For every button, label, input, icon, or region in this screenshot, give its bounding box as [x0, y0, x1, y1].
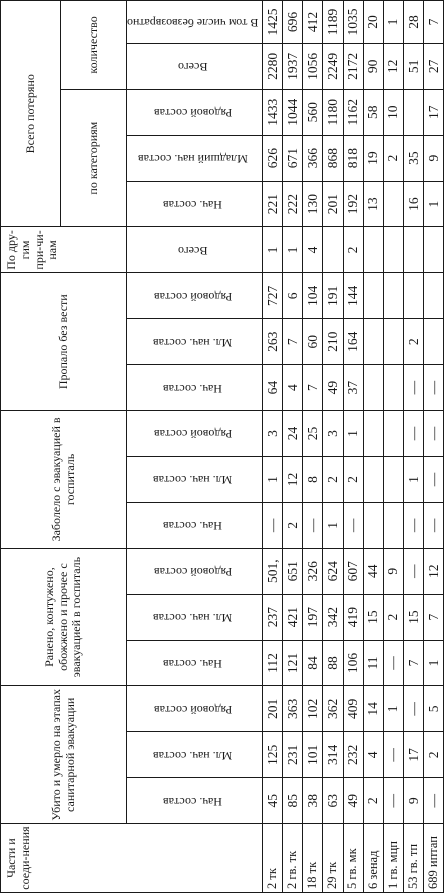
table-cell: 2249	[323, 43, 343, 89]
table-cell: 626	[263, 135, 283, 181]
table-cell: 35	[403, 135, 423, 181]
unit-name: 2 гв. тк	[283, 824, 303, 893]
table-cell: 419	[343, 594, 363, 640]
table-cell: 10	[383, 89, 403, 135]
table-cell: —	[383, 640, 403, 686]
table-cell	[403, 227, 423, 273]
col-ryad-4: Рядовой состав	[127, 273, 263, 319]
table-cell: 342	[323, 594, 343, 640]
table-cell: —	[263, 502, 283, 548]
table-row	[383, 1, 403, 893]
table-cell: 90	[363, 43, 383, 89]
table-cell: —	[403, 365, 423, 411]
unit-name: 18 тк	[303, 824, 323, 893]
table-cell	[383, 411, 403, 457]
col-mlnach-1: Мл. нач. состав	[127, 732, 263, 778]
table-cell	[383, 456, 403, 502]
table-cell: 49	[323, 365, 343, 411]
table-cell	[363, 456, 383, 502]
col-mlnach-2: Мл. нач. состав	[127, 594, 263, 640]
table-cell: 101	[303, 732, 323, 778]
col-ryad-2: Рядовой состав	[127, 548, 263, 594]
header-by-category: по категориям	[61, 89, 127, 227]
table-cell: 37	[343, 365, 363, 411]
table-row	[423, 1, 443, 893]
header-units: Части и соеди-нения	[1, 824, 263, 893]
table-cell: 651	[283, 548, 303, 594]
table-cell: 1	[423, 181, 443, 227]
header-total-lost: Всего потеряно	[1, 1, 61, 228]
unit-name: 53 гв. тп	[403, 824, 423, 893]
table-cell: 1056	[303, 43, 323, 89]
table-cell: 9	[383, 548, 403, 594]
table-cell: 1	[263, 456, 283, 502]
header-wounded: Ранено, контужено, обожжено и прочее с эвакуацией в госпиталь	[1, 548, 127, 686]
table-cell	[383, 365, 403, 411]
table-cell: 1	[283, 227, 303, 273]
table-cell: 2	[343, 456, 363, 502]
table-cell: 2172	[343, 43, 363, 89]
table-cell	[363, 365, 383, 411]
table-cell: 8	[303, 456, 323, 502]
table-cell: —	[423, 502, 443, 548]
table-cell	[423, 227, 443, 273]
unit-name: 2 тк	[263, 824, 283, 893]
unit-name: 5 гв. мк	[343, 824, 363, 893]
col-mlnach-4: Мл. нач. состав	[127, 319, 263, 365]
table-cell: 201	[323, 181, 343, 227]
table-cell: —	[423, 365, 443, 411]
table-cell: 2280	[263, 43, 283, 89]
table-cell: 4	[363, 732, 383, 778]
table-cell: 363	[283, 686, 303, 732]
table-cell: 45	[263, 778, 283, 824]
table-cell: 727	[263, 273, 283, 319]
table-cell: 1044	[283, 89, 303, 135]
header-quantity: количество	[61, 1, 127, 90]
table-cell: 15	[403, 594, 423, 640]
table-cell: 2	[383, 135, 403, 181]
table-cell: 4	[283, 365, 303, 411]
table-cell: 2	[383, 594, 403, 640]
table-cell: 221	[263, 181, 283, 227]
header-missing: Пропало без вести	[1, 273, 127, 411]
table-cell: 85	[283, 778, 303, 824]
table-cell: 125	[263, 732, 283, 778]
table-cell: 201	[263, 686, 283, 732]
table-cell: 1425	[263, 1, 283, 44]
table-cell: 197	[303, 594, 323, 640]
table-cell: 164	[343, 319, 363, 365]
table-cell: 696	[283, 1, 303, 44]
table-cell: 1937	[283, 43, 303, 89]
table-cell: 63	[323, 778, 343, 824]
table-cell: 1	[403, 456, 423, 502]
col-nach-5: Нач. состав	[127, 181, 263, 227]
table-cell	[363, 319, 383, 365]
table-cell: 20	[363, 1, 383, 44]
table-cell	[363, 411, 383, 457]
table-cell: 38	[303, 778, 323, 824]
table-cell: 12	[283, 456, 303, 502]
table-cell: 237	[263, 594, 283, 640]
table-cell: 49	[343, 778, 363, 824]
table-cell: 25	[303, 411, 323, 457]
table-cell: 1	[383, 686, 403, 732]
table-cell	[383, 502, 403, 548]
table-cell: 326	[303, 548, 323, 594]
table-row	[363, 1, 383, 893]
table-cell: 7	[423, 1, 443, 44]
table-cell	[323, 227, 343, 273]
table-cell: 84	[303, 640, 323, 686]
table-cell: 501,	[263, 548, 283, 594]
table-cell: 412	[303, 1, 323, 44]
table-cell: 28	[403, 1, 423, 44]
table-cell: 624	[323, 548, 343, 594]
table-cell: 51	[403, 43, 423, 89]
table-cell: 14	[363, 686, 383, 732]
table-cell: 222	[283, 181, 303, 227]
table-cell: —	[403, 686, 423, 732]
table-cell: 7	[403, 640, 423, 686]
table-cell	[383, 181, 403, 227]
table-row	[263, 1, 283, 893]
table-cell	[383, 319, 403, 365]
table-cell: —	[303, 502, 323, 548]
table-cell: 362	[323, 686, 343, 732]
table-cell: 5	[423, 686, 443, 732]
col-qty-irrecoverable: В том числе безвозвратно	[127, 1, 263, 44]
table-cell: 104	[303, 273, 323, 319]
table-cell: 1	[423, 640, 443, 686]
unit-name: 29 тк	[323, 824, 343, 893]
table-row	[283, 1, 303, 893]
table-cell: 7	[423, 594, 443, 640]
table-cell: 1189	[323, 1, 343, 44]
table-cell: 1433	[263, 89, 283, 135]
col-mlnach-3: Мл. нач. состав	[127, 456, 263, 502]
unit-name: 6 зенад	[363, 824, 383, 893]
unit-name: 689 иптап	[423, 824, 443, 893]
col-other-total: Всего	[127, 227, 263, 273]
header-other-reasons: По дру-гим при-чи-нам	[1, 227, 127, 273]
table-cell: 16	[403, 181, 423, 227]
table-cell	[403, 89, 423, 135]
table-cell: 2	[403, 319, 423, 365]
col-nach-4: Нач. состав	[127, 365, 263, 411]
table-cell: 4	[303, 227, 323, 273]
table-cell: 409	[343, 686, 363, 732]
table-cell: 3	[323, 411, 343, 457]
table-cell: 19	[363, 135, 383, 181]
table-cell: 1	[263, 227, 283, 273]
table-cell: 560	[303, 89, 323, 135]
col-ryad-5: Рядовой состав	[127, 89, 263, 135]
table-cell: —	[403, 548, 423, 594]
col-mladsh-5: Младший нач. состав	[127, 135, 263, 181]
header-killed: Убито и умерло на этапах санитарной эвакуации	[1, 686, 127, 824]
table-cell: 1	[343, 411, 363, 457]
table-cell: —	[423, 456, 443, 502]
table-row	[303, 1, 323, 893]
table-cell: —	[423, 778, 443, 824]
table-cell: 7	[303, 365, 323, 411]
table-cell: 1162	[343, 89, 363, 135]
table-cell	[403, 273, 423, 319]
table-cell: 671	[283, 135, 303, 181]
table-cell: 231	[283, 732, 303, 778]
table-cell	[363, 502, 383, 548]
table-cell	[363, 227, 383, 273]
table-cell	[423, 273, 443, 319]
table-cell: 868	[323, 135, 343, 181]
header-sick: Заболело с эвакуацией в госпиталь	[1, 411, 127, 549]
table-cell: 192	[343, 181, 363, 227]
table-cell: 106	[343, 640, 363, 686]
table-cell	[423, 319, 443, 365]
table-cell: —	[343, 502, 363, 548]
table-cell: 121	[283, 640, 303, 686]
col-ryad-3: Рядовой состав	[127, 411, 263, 457]
col-nach-3: Нач. состав	[127, 502, 263, 548]
table-cell: 3	[263, 411, 283, 457]
table-cell: 6	[283, 273, 303, 319]
table-row	[323, 1, 343, 893]
table-cell: 210	[323, 319, 343, 365]
table-cell: 1035	[343, 1, 363, 44]
table-cell: 314	[323, 732, 343, 778]
table-cell: 421	[283, 594, 303, 640]
table-cell: 2	[423, 732, 443, 778]
table-cell: 818	[343, 135, 363, 181]
table-cell: 11	[363, 640, 383, 686]
table-cell: 263	[263, 319, 283, 365]
table-cell: 60	[303, 319, 323, 365]
table-cell: 112	[263, 640, 283, 686]
table-cell: 17	[423, 89, 443, 135]
table-cell	[363, 273, 383, 319]
table-cell: 102	[303, 686, 323, 732]
table-cell: 12	[383, 43, 403, 89]
table-cell: 64	[263, 365, 283, 411]
table-cell: 191	[323, 273, 343, 319]
table-cell: 1180	[323, 89, 343, 135]
table-cell: —	[403, 502, 423, 548]
table-cell: 366	[303, 135, 323, 181]
table-cell: 1	[383, 1, 403, 44]
col-ryad-1: Рядовой состав	[127, 686, 263, 732]
col-qty-total: Всего	[127, 43, 263, 89]
table-cell: 27	[423, 43, 443, 89]
table-cell: 12	[423, 548, 443, 594]
table-cell: 58	[363, 89, 383, 135]
table-cell: 9	[423, 135, 443, 181]
table-cell: 24	[283, 411, 303, 457]
table-cell: 15	[363, 594, 383, 640]
table-cell	[383, 227, 403, 273]
table-row	[343, 1, 363, 893]
table-cell	[383, 273, 403, 319]
col-nach-2: Нач. состав	[127, 640, 263, 686]
table-cell: 607	[343, 548, 363, 594]
table-cell: 88	[323, 640, 343, 686]
table-cell: 2	[283, 502, 303, 548]
table-cell: 13	[363, 181, 383, 227]
table-cell: 2	[363, 778, 383, 824]
table-cell: 2	[343, 227, 363, 273]
table-cell: —	[423, 411, 443, 457]
table-cell: 7	[283, 319, 303, 365]
table-cell: —	[383, 778, 403, 824]
table-cell: 17	[403, 732, 423, 778]
table-cell: 130	[303, 181, 323, 227]
table-cell: 44	[363, 548, 383, 594]
table-cell: 232	[343, 732, 363, 778]
table-cell: 2	[323, 456, 343, 502]
table-cell: 144	[343, 273, 363, 319]
table-row	[403, 1, 423, 893]
table-cell: 9	[403, 778, 423, 824]
table-cell: —	[383, 732, 403, 778]
table-cell: —	[403, 411, 423, 457]
col-nach-1: Нач. состав	[127, 778, 263, 824]
table-body	[263, 1, 444, 893]
unit-name: 1 гв. мцп	[383, 824, 403, 893]
table-cell: 1	[323, 502, 343, 548]
